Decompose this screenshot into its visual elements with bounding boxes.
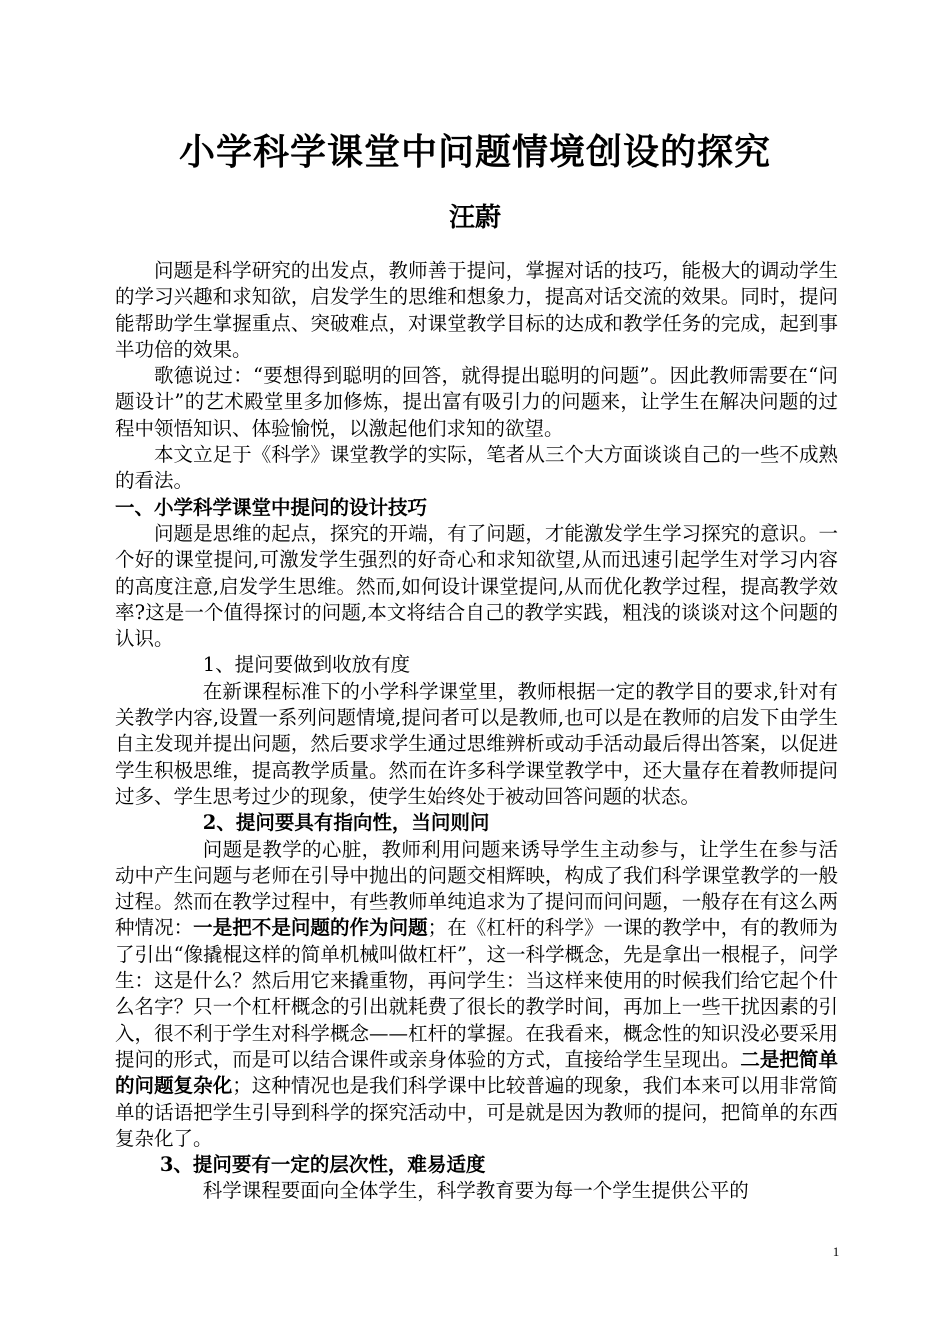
paragraph-subsection-2-part-a: 问题是教学的心脏，教师利用问题来诱导学生主动参与，让学生在参与活动中产生问题与老师在引导中抛出的问题交相辉映，构成了我们科学课堂教学的一般过程。然而在教学过程中，有些教师单纯追求为了提问而问问题，一般存在有这么两种情况： xyxy=(115,837,838,940)
subsection-heading-1: 1、提问要做到收放有度 xyxy=(202,653,411,677)
subsection-heading-3: 3、提问要有一定的层次性，难易适度 xyxy=(159,1153,486,1177)
document-title: 小学科学课堂中问题情境创设的探究 xyxy=(178,131,771,173)
paragraph-subsection-2-part-e: ；这种情况也是我们科学课中比较普遍的现象，我们本来可以用非常简单的话语把学生引导到科学的探究活动中，可是就是因为教师的提问，把简单的东西复杂化了。 xyxy=(115,1074,838,1150)
section-heading-1: 一、小学科学课堂中提问的设计技巧 xyxy=(115,495,428,519)
paragraph-subsection-2-part-c: ；在《杠杆的科学》一课的教学中，有的教师为了引出“像撬棍这样的简单机械叫做杠杆”，这一科学概念，先是拿出一根棍子，问学生：这是什么？然后用它来撬重物，再问学生：当这样来使用的时候我们给它起个什么名字？只一个杠杆概念的引出就耗费了很长的教学时间，再加上一些干扰因素的引入，很不利于学生对科学概念——杠杆的掌握。在我看来，概念性的知识没必要采用提问的形式，而是可以结合课件或亲身体验的方式，直接给学生呈现出。 xyxy=(115,916,838,1071)
page-number: 1 xyxy=(832,1244,840,1259)
paragraph-subsection-2 xyxy=(115,837,838,1153)
paragraph-subsection-1: 在新课程标准下的小学科学课堂里，教师根据一定的教学目的要求,针对有关教学内容,设置一系列问题情境,提问者可以是教师,也可以是在教师的启发下由学生自主发现并提出问题，然后要求学生通过思维辨析或动手活动最后得出答案，以促进学生积极思维，提高教学质量。然而在许多科学课堂教学中，还大量存在着教师提问过多、学生思考过少的现象，使学生始终处于被动回答问题的状态。 xyxy=(115,679,838,808)
emphasis-case-one: 一是把不是问题的作为问题 xyxy=(193,916,428,940)
paragraph-questioning-start: 问题是思维的起点，探究的开端，有了问题，才能激发学生学习探究的意识。一个好的课堂提问,可激发学生强烈的好奇心和求知欲望,从而迅速引起学生对学习内容的高度注意,启发学生思维。然而,如何设计课堂提问,从而优化教学过程，提高教学效率?这是一个值得探讨的问题,本文将结合自己的教学实践，粗浅的谈谈对这个问题的认识。 xyxy=(115,521,838,651)
paragraph-subsection-3: 科学课程要面向全体学生，科学教育要为每一个学生提供公平的 xyxy=(202,1179,749,1203)
subsection-heading-2: 2、提问要具有指向性，当问则问 xyxy=(202,811,490,835)
author-name: 汪蔚 xyxy=(448,203,501,233)
emphasis-case-two: 二是把简单的问题复杂化 xyxy=(115,1047,838,1098)
paragraph-intro: 问题是科学研究的出发点，教师善于提问，掌握对话的技巧，能极大的调动学生的学习兴趣和求知欲，启发学生的思维和想象力，提高对话交流的效果。同时，提问能帮助学生掌握重点、突破难点，对课堂教学目标的达成和教学任务的完成，起到事半功倍的效果。 xyxy=(115,259,838,361)
document-body xyxy=(115,258,838,1205)
paragraph-purpose: 本文立足于《科学》课堂教学的实际，笔者从三个大方面谈谈自己的一些不成熟的看法。 xyxy=(115,443,838,493)
paragraph-goethe-quote: 歌德说过：“要想得到聪明的回答，就得提出聪明的问题”。因此教师需要在“问题设计”的艺术殿堂里多加修炼，提出富有吸引力的问题来，让学生在解决问题的过程中领悟知识、体验愉悦，以激起他们求知的欲望。 xyxy=(115,364,838,440)
